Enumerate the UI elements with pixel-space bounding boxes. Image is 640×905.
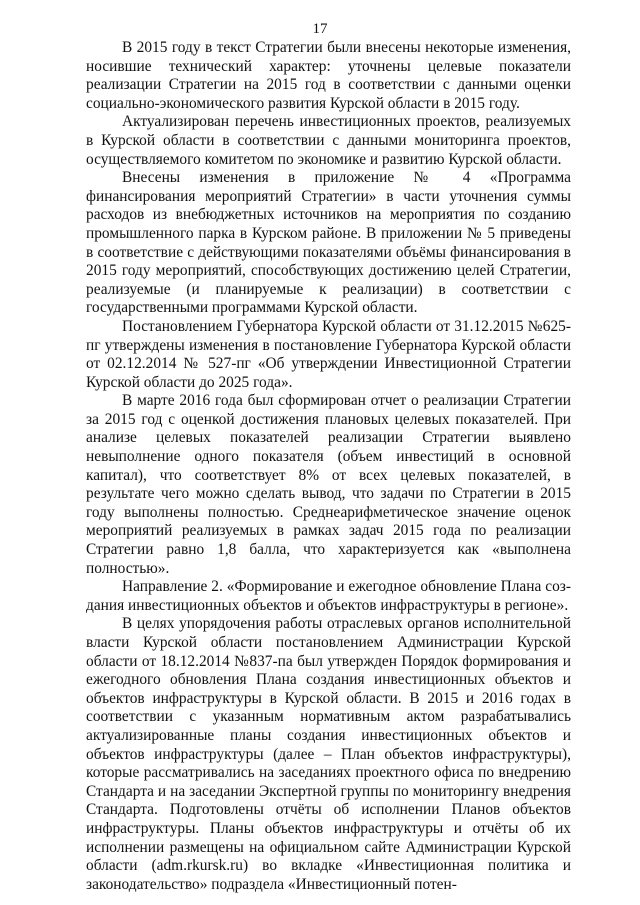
paragraph-report-2015: В марте 2016 года был сформирован отчет о реализации Стратегии за 2015 год с оценкой достижения плановых целевых показателей. При анализе целевых показателей реализации Стратегии выявлено невыполнение одного показателя (объем инвестиций в основной капитал), что соответствует 8% от всех целевых показателей, в результате чего можно сделать вывод, что задачи по Стратегии в 2015 году выполнены полностью. Среднеарифметическое значение оценок мероприятий реализуемых в рамках задач 2015 года по реализации Стратегии равно 1,8 балла, что характеризуется как «выполнена полностью». — [86, 392, 571, 577]
paragraph-strategy-changes: В 2015 году в текст Стратегии были внесены некоторые изменения, носившие технический характер: уточнены целевые показатели реализации Стратегии на 2015 год в соответствии с данными оценки социально-экономического развития Курской области в 2015 году. — [86, 39, 571, 112]
paragraph-infrastructure-plan: В целях упорядочения работы отраслевых органов исполнительной власти Курской области постановлением Администрации Курской области от 18.12.2014 №837-па был утвержден Порядок формирования и ежегодного обновления Плана создания инвестиционных объектов и объектов инфраструктуры в Курской области. В 2015 и 2016 годах в соответствии с указанным нормативным актом разрабатывались актуализированные планы создания инвестиционных объектов и объектов инфраструктуры (далее – План объектов инфраструктуры), которые рассматривались на заседаниях проектного офиса по внедрению Стандарта и на заседании Экспертной группы по мониторингу внедрения Стандарта. Подготовлены отчёты об исполнении Планов объектов инфраструктуры. Планы объектов инфраструктуры и отчёты об их исполнении размещены на официальном сайте Администрации Курской области (adm.rkursk.ru) во вкладке «Инвестиционная политика и законодательство» подраздела «Инвестиционный потен- — [86, 615, 571, 893]
body-text — [86, 39, 571, 894]
paragraph-investment-projects: Актуализирован перечень инвестиционных проектов, реализуемых в Курской области в соответствии с данными мониторинга проектов, осуществляемого комитетом по экономике и развитию Курской области. — [86, 113, 571, 168]
paragraph-governor-resolution: Постановлением Губернатора Курской области от 31.12.2015 №625-пг утверждены изменения в постановление Губернатора Курской области от 02.12.2014 № 527-пг «Об утверждении Инвестиционной Стратегии Курской области до 2025 года». — [86, 317, 571, 391]
paragraph-direction-2: Направление 2. «Формирование и ежегодное обновление Плана создания инвестиционных объектов и объектов инфраструктуры в регионе». — [86, 578, 571, 614]
paragraph-appendix-changes: Внесены изменения в приложение № 4 «Программа финансирования мероприятий Стратегии» в части уточнения суммы расходов из внебюджетных источников на мероприятия по созданию промышленного парка в Курском районе. В приложении № 5 приведены в соответствие с действующими показателями объёмы финансирования в 2015 году мероприятий, способствующих достижению целей Стратегии, реализуемые (и планируемые к реализации) в соответствии с государственными программами Курской области. — [86, 169, 571, 317]
page-number: 17 — [312, 21, 328, 37]
